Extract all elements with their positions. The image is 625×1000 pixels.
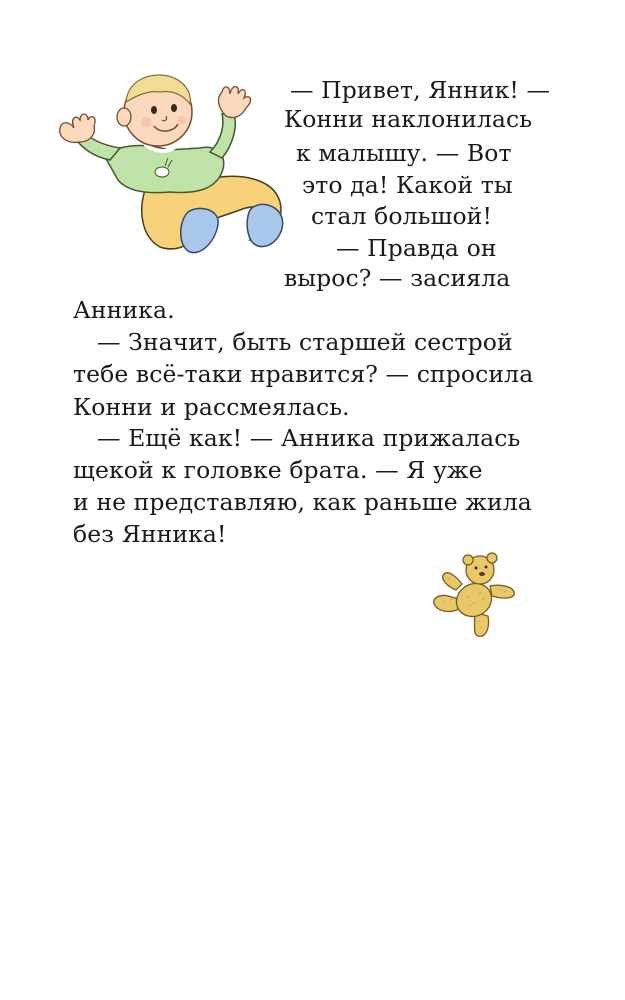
text-line: к малышу. — Вот	[296, 139, 512, 167]
text-line: без Янника!	[73, 520, 227, 548]
text-line: тебе всё-таки нравится? — спросила	[73, 360, 534, 388]
baby-illustration	[50, 62, 285, 262]
text-line: вырос? — засияла	[284, 264, 511, 292]
text-line: — Ещё как! — Анника прижалась	[97, 424, 521, 452]
text-line: и не представляю, как раньше жила	[73, 488, 532, 516]
text-line: — Правда он	[336, 234, 497, 262]
text-line: это да! Какой ты	[302, 171, 513, 199]
text-line: стал большой!	[311, 202, 492, 230]
text-line: щекой к головке брата. — Я уже	[73, 456, 483, 484]
teddy-bear-illustration	[430, 548, 522, 640]
text-line: Анника.	[73, 296, 175, 324]
text-line: Конни и рассмеялась.	[73, 393, 350, 421]
text-line: — Привет, Янник! —	[290, 76, 551, 104]
text-line: Конни наклонилась	[284, 105, 533, 133]
text-line: — Значит, быть старшей сестрой	[97, 328, 513, 356]
